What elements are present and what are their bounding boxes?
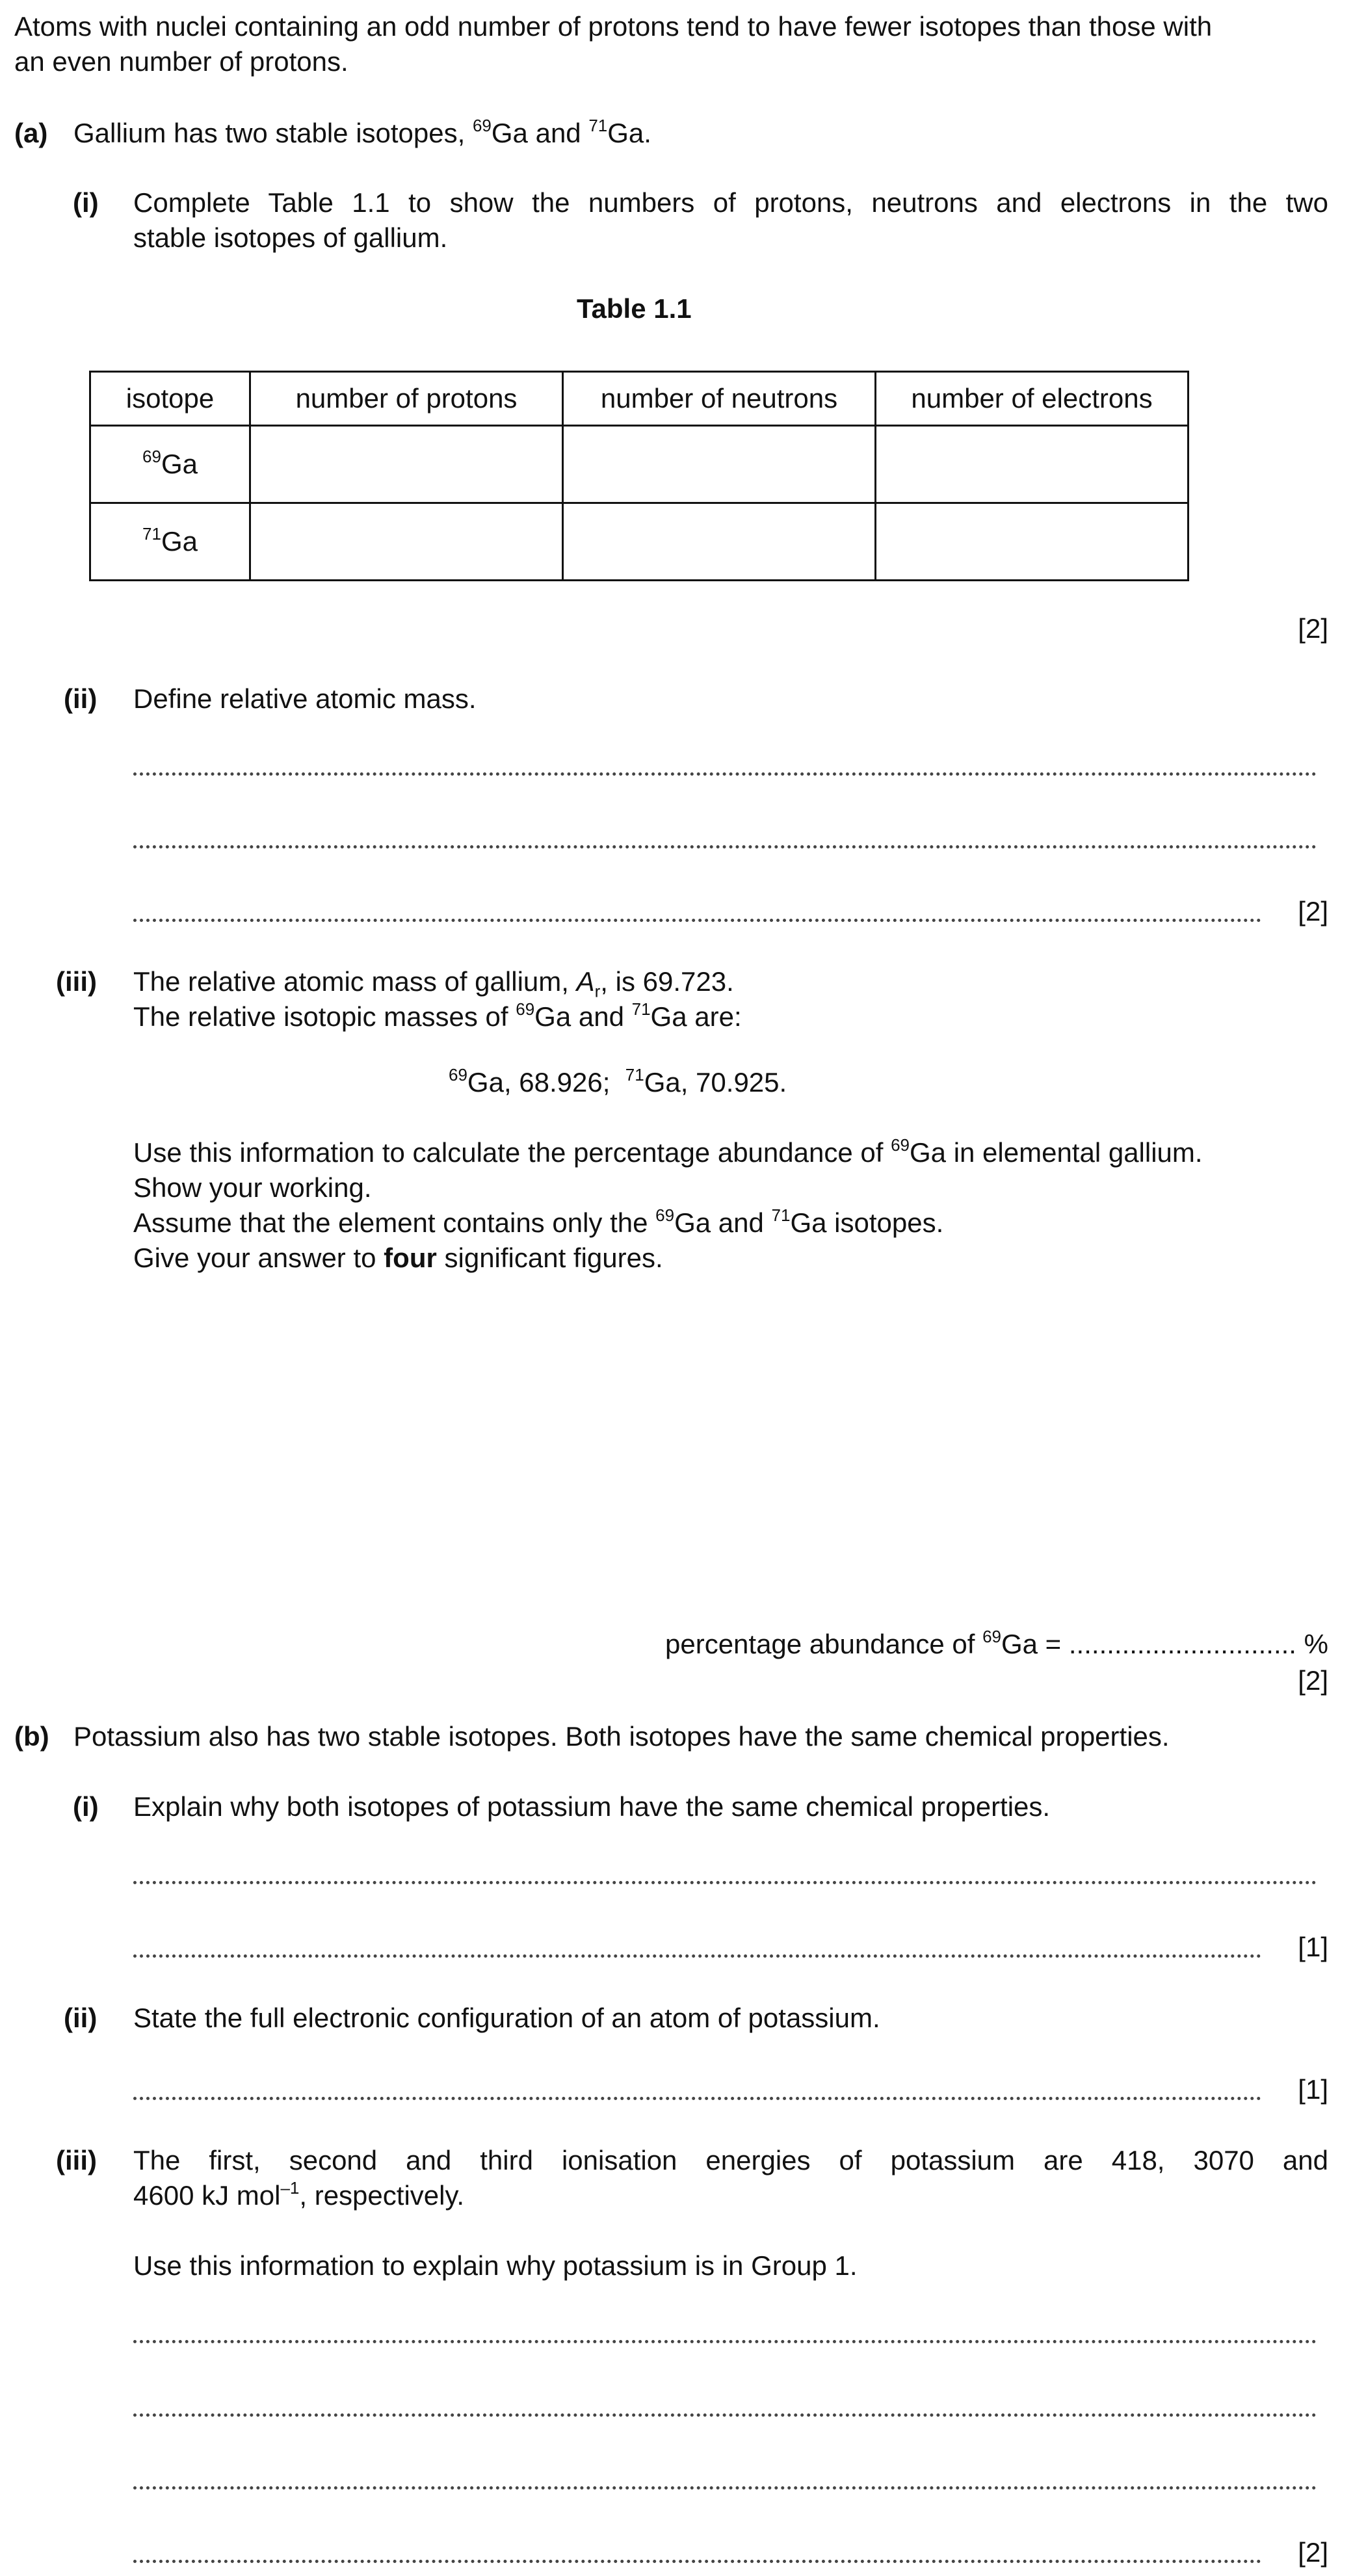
isotopic-masses: $^{69}$Ga, 68.926; $^{71}$Ga, 70.925. — [449, 1065, 787, 1097]
answer-line[interactable] — [133, 2097, 1261, 2100]
protons-answer-cell-ga69[interactable] — [250, 426, 563, 503]
answer-line[interactable] — [133, 1954, 1261, 1958]
isotope-table — [89, 371, 1189, 581]
answer-line[interactable] — [133, 2560, 1261, 2563]
part-a-iii-give: Give your answer to four significant figures. — [133, 1242, 663, 1273]
header-protons: number of protons — [250, 372, 563, 426]
table-header-row — [90, 372, 1189, 426]
part-b-i-label: (i) — [73, 1791, 99, 1822]
marks-b-iii: [2] — [1298, 2537, 1328, 2568]
isotope-cell-ga69: $^{69}$Ga — [90, 426, 250, 503]
electrons-answer-cell-ga69[interactable] — [876, 426, 1189, 503]
intro-line-1: Atoms with nuclei containing an odd number of protons tend to have fewer isotopes than those with — [14, 11, 1213, 42]
marks-a-ii: [2] — [1298, 896, 1328, 927]
marks-a-i: [2] — [1298, 613, 1328, 644]
header-isotope: isotope — [90, 372, 250, 426]
part-b-iii-use: Use this information to explain why potassium is in Group 1. — [133, 2250, 858, 2281]
answer-line[interactable] — [133, 919, 1261, 922]
part-a-iii-line-2: The relative isotopic masses of $^{69}$Ga and $^{71}$Ga are: — [133, 999, 742, 1032]
part-b-ii-label: (ii) — [64, 2003, 98, 2033]
neutrons-answer-cell-ga69[interactable] — [563, 426, 876, 503]
isotope-cell-ga71: $^{71}$Ga — [90, 503, 250, 581]
part-b-iii-line-2: 4600 kJ mol$^{-1}$, respectively. — [133, 2178, 465, 2211]
answer-line[interactable] — [133, 772, 1317, 776]
part-b-iii-line-1: The first, second and third ionisation energies of potassium are 418, 3070 and — [133, 2145, 1328, 2175]
intro-line-2: an even number of protons. — [14, 46, 348, 77]
part-a-iii-line-1: The relative atomic mass of gallium, $A_r$, is 69.723. — [133, 966, 734, 1001]
part-a-stem: Gallium has two stable isotopes, $^{69}$Ga and $^{71}$Ga. — [73, 116, 651, 148]
part-a-i-line-2: stable isotopes of gallium. — [133, 222, 448, 253]
part-a-label: (a) — [14, 118, 48, 148]
part-a-ii-label: (ii) — [64, 683, 98, 714]
part-a-i-label: (i) — [73, 187, 99, 218]
table-row — [90, 503, 1189, 581]
header-electrons: number of electrons — [876, 372, 1189, 426]
answer-line[interactable] — [133, 2486, 1317, 2490]
part-a-ii-text: Define relative atomic mass. — [133, 683, 477, 714]
part-a-iii-assume: Assume that the element contains only the $^{69}$Ga and $^{71}$Ga isotopes. — [133, 1205, 944, 1238]
answer-line[interactable] — [133, 2340, 1317, 2343]
answer-line[interactable] — [133, 2413, 1317, 2417]
part-b-ii-text: State the full electronic configuration of an atom of potassium. — [133, 2003, 880, 2033]
part-a-iii-use: Use this information to calculate the percentage abundance of $^{69}$Ga in elemental gallium. — [133, 1135, 1203, 1168]
part-b-i-text: Explain why both isotopes of potassium have the same chemical properties. — [133, 1791, 1051, 1822]
part-a-iii-show: Show your working. — [133, 1172, 372, 1203]
marks-b-ii: [1] — [1298, 2074, 1328, 2105]
answer-line[interactable] — [133, 1881, 1317, 1884]
percentage-answer-line[interactable]: percentage abundance of $^{69}$Ga = .............................. % — [664, 1627, 1328, 1659]
header-neutrons: number of neutrons — [563, 372, 876, 426]
protons-answer-cell-ga71[interactable] — [250, 503, 563, 581]
part-b-stem: Potassium also has two stable isotopes. Both isotopes have the same chemical properties. — [73, 1721, 1170, 1752]
marks-b-i: [1] — [1298, 1932, 1328, 1962]
part-b-iii-label: (iii) — [56, 2145, 97, 2175]
part-a-iii-label: (iii) — [56, 966, 97, 997]
answer-line[interactable] — [133, 845, 1317, 848]
part-b-label: (b) — [14, 1721, 49, 1752]
marks-a-iii: [2] — [1298, 1665, 1328, 1696]
part-a-i-line-1: Complete Table 1.1 to show the numbers of protons, neutrons and electrons in the two — [133, 187, 1328, 218]
table-row — [90, 426, 1189, 503]
neutrons-answer-cell-ga71[interactable] — [563, 503, 876, 581]
table-title: Table 1.1 — [577, 293, 692, 324]
electrons-answer-cell-ga71[interactable] — [876, 503, 1189, 581]
